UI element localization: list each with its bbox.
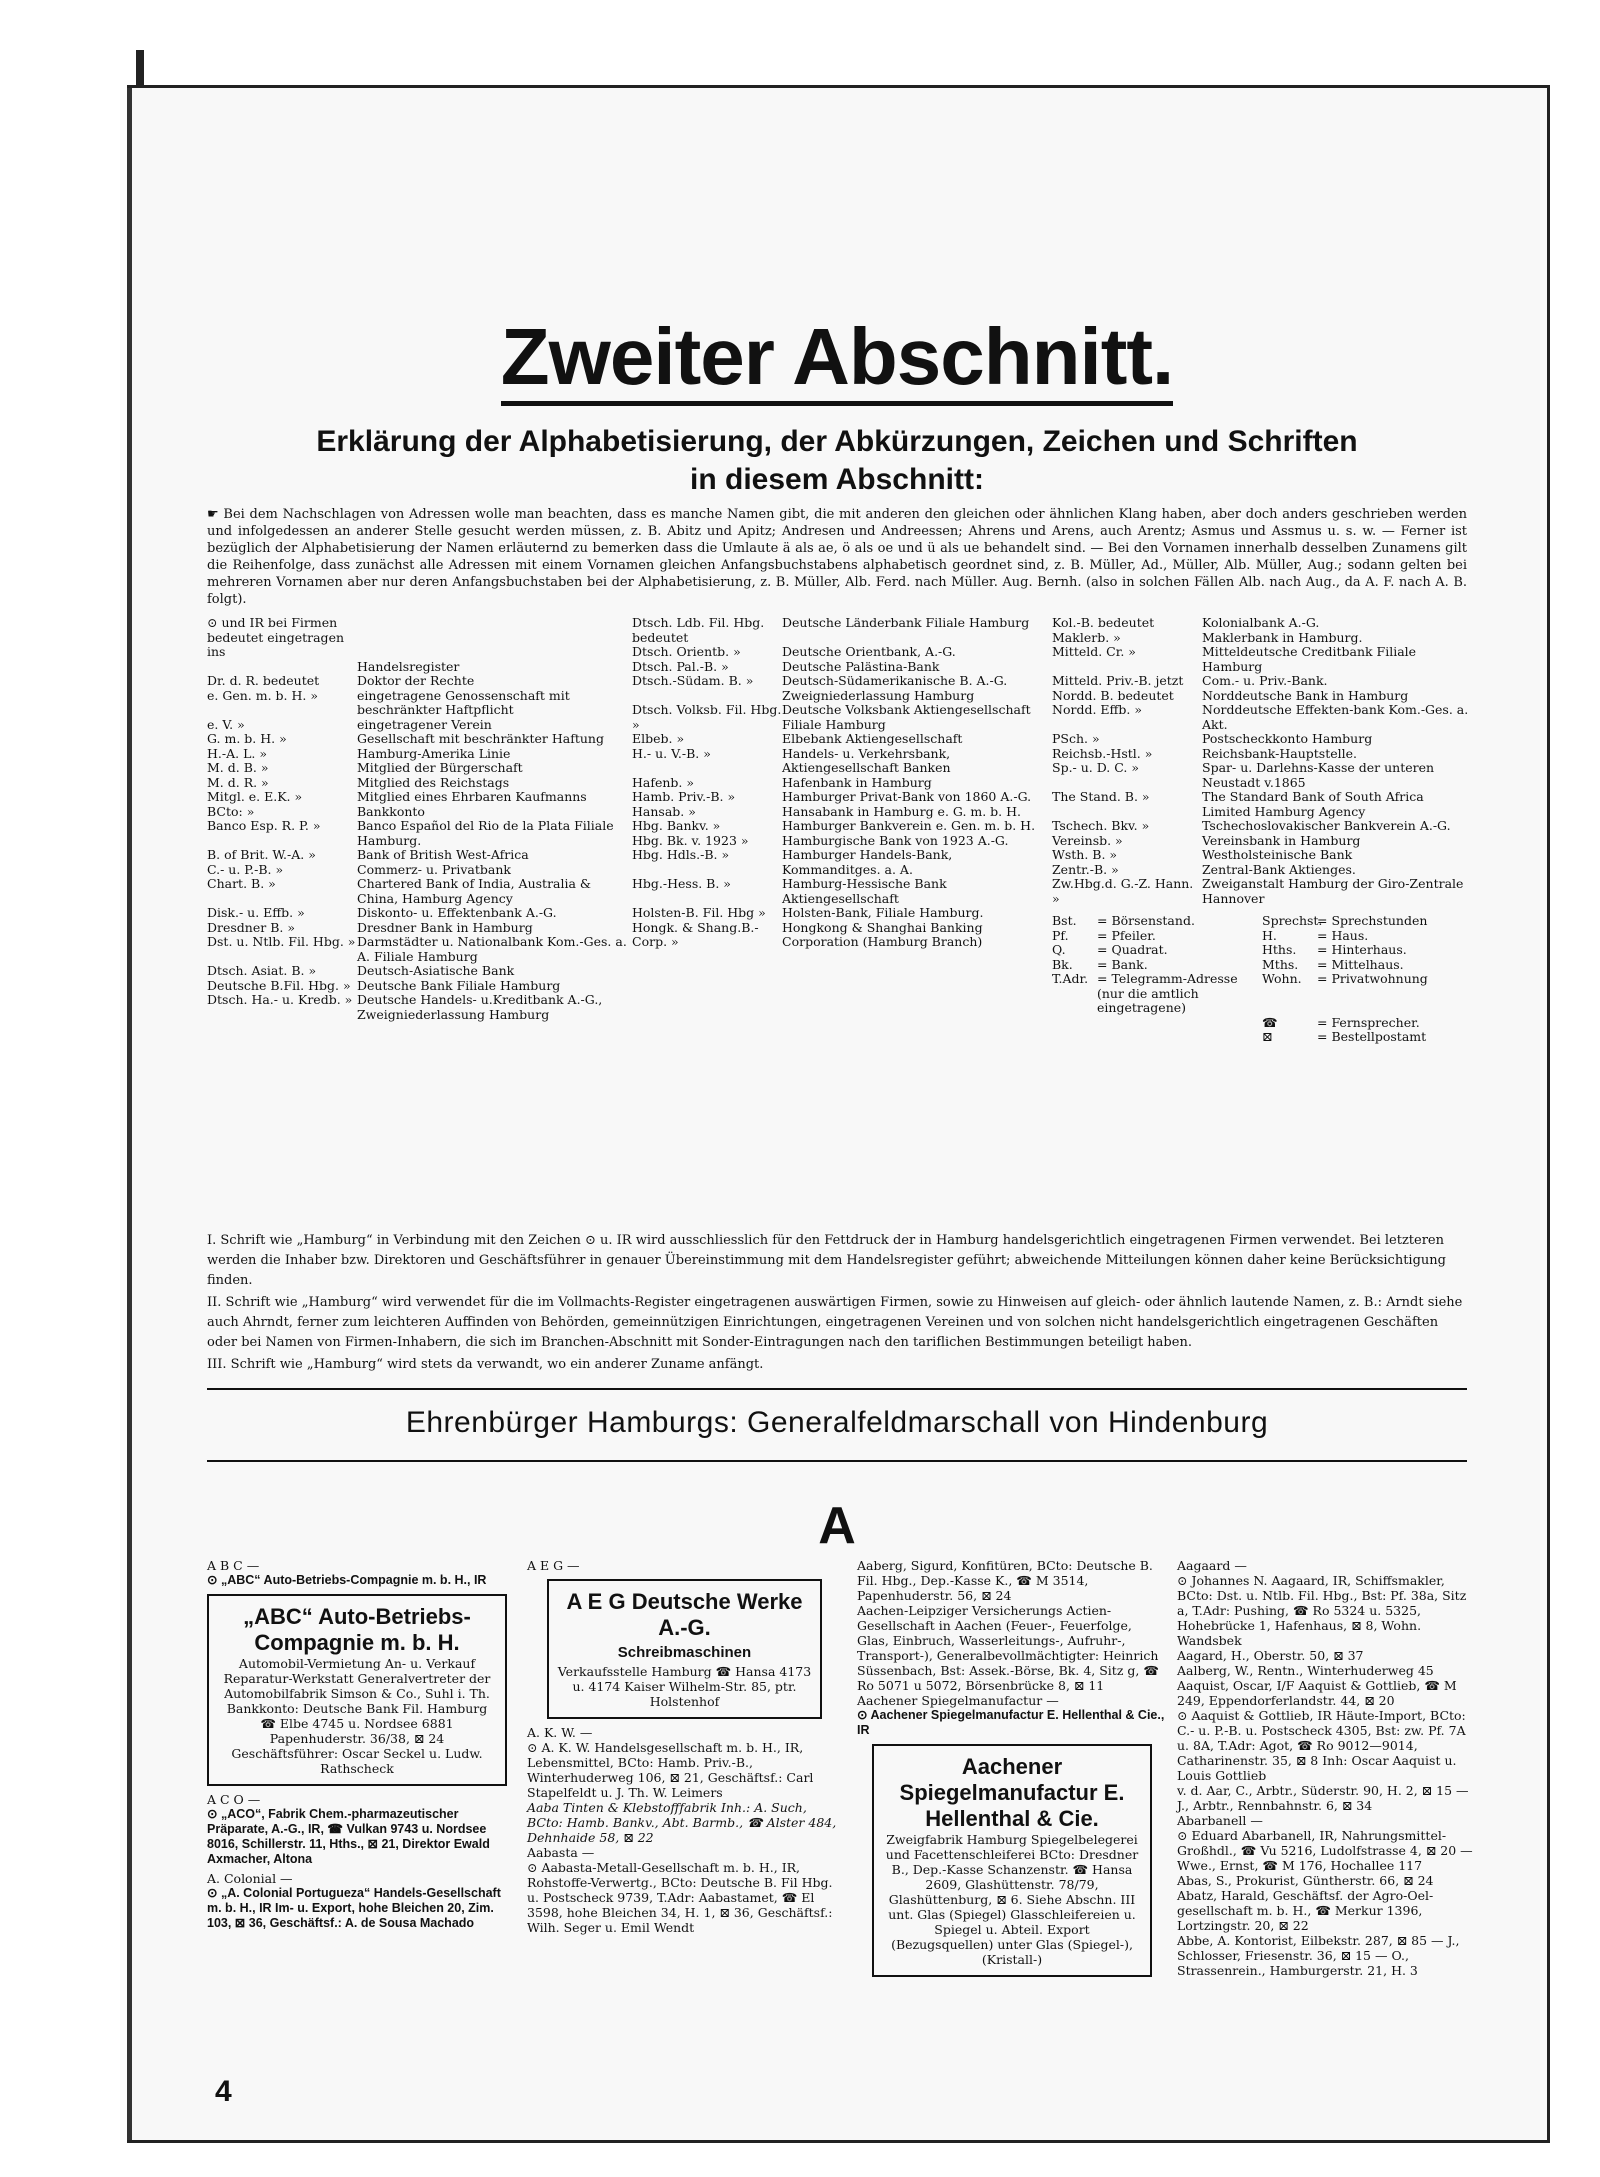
sign-a bbox=[1052, 1016, 1097, 1031]
abbreviation-key: H.- u. V.-B. » bbox=[632, 745, 711, 761]
abbreviation-key: Mitgl. e. E.K. » bbox=[207, 789, 303, 804]
abbreviation-row bbox=[632, 616, 1042, 645]
list-item: Aagard, H., Oberstr. 50, ⊠ 37 bbox=[1177, 1648, 1364, 1663]
abbreviation-row bbox=[207, 964, 627, 979]
abbreviation-meaning: Zweiganstalt Hamburg der Giro-Zentrale Hannover bbox=[1202, 876, 1464, 906]
abbreviation-row bbox=[632, 790, 1042, 805]
sign-d: = Mittelhaus. bbox=[1317, 956, 1404, 972]
abbreviation-row bbox=[1052, 645, 1472, 674]
abbreviation-row bbox=[207, 805, 627, 820]
abbreviation-row bbox=[632, 674, 1042, 703]
abbreviation-key: Dresdner B. » bbox=[207, 919, 295, 935]
list-item: v. d. Aar, C., Arbtr., Süderstr. 90, H. 2, ⊠ 15 — J., Arbtr., Rennbahnstr. 6, ⊠ 34 bbox=[1177, 1783, 1469, 1813]
abbreviation-row bbox=[632, 906, 1042, 921]
sign-d: = Haus. bbox=[1317, 927, 1369, 943]
list-item: Aaba Tinten & Klebstofffabrik Inh.: A. Such, BCto: Hamb. Bankv., Abt. Barmb., ☎ Alster 484, Dehnhaide 58, ⊠ 22 bbox=[527, 1800, 837, 1845]
abbreviation-key: Dtsch. Volksb. Fil. Hbg. » bbox=[632, 702, 782, 732]
abbreviation-key: Nordd. Effb. » bbox=[1052, 702, 1142, 717]
abbreviation-key: Zentr.-B. » bbox=[1052, 861, 1119, 877]
abbreviation-row bbox=[1052, 819, 1472, 834]
abbreviation-meaning: Deutsche Palästina-Bank bbox=[782, 658, 940, 674]
abbreviation-meaning: Mitglied eines Ehrbaren Kaufmanns bbox=[357, 789, 587, 804]
abbreviation-key: Hbg. Hdls.-B. » bbox=[632, 847, 730, 862]
abbreviation-key: Wsth. B. » bbox=[1052, 847, 1118, 862]
abbreviation-key: M. d. B. » bbox=[207, 760, 269, 775]
abbreviation-meaning: Hamburgische Bank von 1923 A.-G. bbox=[782, 832, 1009, 848]
entries-column-3 bbox=[857, 1558, 1167, 1983]
section-title-text: Zweiter Abschnitt. bbox=[501, 312, 1173, 406]
abbreviation-meaning: Vereinsbank in Hamburg bbox=[1202, 832, 1361, 848]
sign-b bbox=[1097, 1030, 1262, 1045]
ad-title: Aachener Spiegelmanufactur E. Hellenthal & Cie. bbox=[899, 1754, 1125, 1831]
abbreviation-row bbox=[207, 790, 627, 805]
sign-a: Q. bbox=[1052, 942, 1066, 957]
list-item: Abas, S., Prokurist, Güntherstr. 66, ⊠ 24 bbox=[1177, 1873, 1434, 1888]
sign-b bbox=[1097, 1016, 1262, 1031]
abbreviation-meaning: Commerz- u. Privatbank bbox=[357, 861, 511, 877]
abbreviation-meaning: Banco Español del Rio de la Plata Filiale Hamburg. bbox=[357, 818, 614, 848]
abbreviation-meaning: Maklerbank in Hamburg. bbox=[1202, 629, 1363, 645]
abbreviation-key: Hamb. Priv.-B. » bbox=[632, 789, 736, 804]
abbreviation-row bbox=[1052, 616, 1472, 631]
ad-title: A E G Deutsche Werke A.-G. bbox=[566, 1589, 803, 1640]
abbreviation-key: Sp.- u. D. C. » bbox=[1052, 760, 1139, 775]
abbreviation-meaning bbox=[357, 616, 627, 660]
sign-b: = Quadrat. bbox=[1097, 942, 1168, 957]
directory-page bbox=[127, 85, 1550, 2143]
abbreviation-row bbox=[207, 732, 627, 747]
list-item: Abatz, Harald, Geschäftsf. der Agro-Oel-gesellschaft m. b. H., ☎ Merkur 1396, Lortzingstr. 20, ⊠ 22 bbox=[1177, 1888, 1434, 1933]
abbreviation-meaning: Elbebank Aktiengesellschaft bbox=[782, 731, 963, 746]
sign-a: Bk. bbox=[1052, 956, 1073, 972]
entry-heading: Aagaard — bbox=[1177, 1558, 1247, 1573]
abbreviation-meaning: Tschechoslovakischer Bankverein A.-G. bbox=[1202, 818, 1451, 833]
abbreviation-meaning: Spar- u. Darlehns-Kasse der unteren Neustadt v.1865 bbox=[1202, 760, 1435, 790]
abbreviation-row bbox=[207, 674, 627, 689]
abbreviation-key: Chart. B. » bbox=[207, 876, 276, 891]
sign-row bbox=[1052, 1030, 1472, 1045]
abbreviation-row bbox=[207, 819, 627, 848]
abbreviation-meaning: Deutsche Orientbank, A.-G. bbox=[782, 644, 956, 659]
abbreviation-meaning: Deutsche Volksbank Aktiengesellschaft Filiale Hamburg bbox=[782, 702, 1031, 732]
abbreviation-meaning: Hamburg-Hessische Bank Aktiengesellschaft bbox=[782, 876, 947, 906]
abbreviation-meaning: Doktor der Rechte bbox=[357, 673, 475, 688]
abbreviation-row bbox=[207, 689, 627, 718]
abbreviation-row bbox=[632, 819, 1042, 834]
rule-3: III. Schrift wie „Hamburg“ wird stets da verwandt, wo ein anderer Zuname anfängt. bbox=[207, 1357, 764, 1372]
abbreviation-key: Dtsch. Pal.-B. » bbox=[632, 658, 729, 674]
abbreviation-key: B. of Brit. W.-A. » bbox=[207, 847, 316, 862]
abbreviation-key: Dtsch. Asiat. B. » bbox=[207, 963, 317, 978]
abbreviation-row bbox=[632, 805, 1042, 820]
abbreviation-row bbox=[1052, 747, 1472, 762]
list-item: ⊙ Johannes N. Aagaard, IR, Schiffsmakler, BCto: Dst. u. Ntlb. Fil. Hbg., Bst: Pf. 38a, Sitz a, T.Adr: Pushing, ☎ Ro 5324 u. 5325, Hohebrücke 1, Hafenhaus, ⊠ 8, Wohn. Wandsbek bbox=[1177, 1573, 1467, 1648]
abbreviation-row bbox=[632, 921, 1042, 950]
sign-c: Mths. bbox=[1262, 956, 1299, 972]
sign-row bbox=[1052, 943, 1472, 958]
sign-c: Wohn. bbox=[1262, 971, 1302, 986]
divider-top bbox=[207, 1388, 1467, 1390]
abbreviation-row bbox=[207, 718, 627, 733]
abbreviation-meaning: Deutsche Länderbank Filiale Hamburg bbox=[782, 615, 1030, 630]
entries-column-4 bbox=[1177, 1558, 1477, 1978]
abbreviation-meaning: Norddeutsche Effekten-bank Kom.-Ges. a. Akt. bbox=[1202, 702, 1469, 732]
subtitle-line-2: in diesem Abschnitt: bbox=[690, 463, 984, 496]
abbreviation-key: BCto: » bbox=[207, 803, 255, 819]
abbreviation-key: C.- u. P.-B. » bbox=[207, 861, 284, 877]
entry-heading: Aabasta — bbox=[527, 1845, 595, 1860]
abbreviation-meaning: Diskonto- u. Effektenbank A.-G. bbox=[357, 905, 557, 920]
abbreviation-row bbox=[1052, 790, 1472, 819]
abbreviation-row bbox=[207, 848, 627, 863]
abbreviation-meaning: Deutsche Bank Filiale Hamburg bbox=[357, 977, 561, 993]
abbreviation-row bbox=[632, 834, 1042, 849]
pointing-hand-icon: ☛ bbox=[207, 507, 224, 522]
entry-heading: Aachener Spiegelmanufactur — bbox=[857, 1693, 1059, 1708]
sign-row bbox=[1052, 972, 1472, 1016]
abbreviation-row bbox=[207, 935, 627, 964]
abbreviation-row bbox=[1052, 674, 1472, 689]
abbreviation-key: PSch. » bbox=[1052, 731, 1100, 746]
abbreviation-key: M. d. R. » bbox=[207, 774, 269, 790]
abbreviation-meaning: The Standard Bank of South Africa Limited Hamburg Agency bbox=[1202, 789, 1424, 819]
abbreviation-meaning: Mitglied des Reichstags bbox=[357, 774, 510, 790]
abbreviation-row bbox=[207, 993, 627, 1022]
abbreviation-row bbox=[207, 979, 627, 994]
abbreviation-key: ⊙ und IR bei Firmen bedeutet eingetragen ins bbox=[207, 615, 345, 659]
abbreviation-meaning: Deutsch-Südamerikanische B. A.-G. Zweigniederlassung Hamburg bbox=[782, 673, 1008, 703]
sign-a: T.Adr. bbox=[1052, 971, 1089, 986]
entry-heading: Abarbanell — bbox=[1177, 1813, 1263, 1828]
sign-row bbox=[1052, 929, 1472, 944]
list-item: ⊙ A. K. W. Handelsgesellschaft m. b. H., IR, Lebensmittel, BCto: Hamb. Priv.-B., Winterhuderweg 106, ⊠ 21, Geschäftsf.: Carl Stapelfeldt u. J. Th. W. Leimers bbox=[527, 1740, 814, 1800]
abbreviation-row bbox=[1052, 761, 1472, 790]
sign-row bbox=[1052, 1016, 1472, 1031]
rule-2: II. Schrift wie „Hamburg“ wird verwendet für die im Vollmachts-Register eingetragenen auswärtigen Firmen, sowie zu Hinweisen auf gleich- oder ähnlich lautende Namen, z. B.: Arndt siehe auch Ahrndt, ferner zum leichteren Auffinden von Behörden, gemeinnützigen Einrichtungen, eingetragenen Vereinen und von solchen nicht handelsgerichtlich eingetragenen Geschäften oder bei Namen von Firmen-Inhabern, die sich im Branchen-Abschnitt mit Sonder-Eintragungen nach den tariflichen Bestimmungen beteiligt haben. bbox=[207, 1295, 1463, 1350]
advertisement-abc bbox=[207, 1594, 507, 1786]
sign-c: Sprechst. bbox=[1262, 913, 1323, 928]
abbreviation-key: G. m. b. H. » bbox=[207, 731, 287, 746]
sign-c: ☎ bbox=[1262, 1014, 1278, 1030]
abbreviation-meaning: Gesellschaft mit beschränkter Haftung bbox=[357, 731, 604, 746]
abbreviation-meaning: Handelsregister bbox=[357, 658, 460, 674]
section-subtitle bbox=[127, 423, 1547, 499]
abbreviation-meaning: Hamburger Privat-Bank von 1860 A.-G. bbox=[782, 789, 1032, 804]
abbreviation-row bbox=[207, 906, 627, 921]
abbreviation-key: The Stand. B. » bbox=[1052, 789, 1150, 804]
abbreviation-row bbox=[632, 732, 1042, 747]
abbreviation-key: Hbg.-Hess. B. » bbox=[632, 876, 731, 891]
ad-body: Automobil-Vermietung An- u. Verkauf Reparatur-Werkstatt Generalvertreter der Automobilfabrik Simson & Co., Suhl i. Th. Bankkonto: Deutsche Bank Fil. Hamburg ☎ Elbe 4745 u. Nordsee 6881 Papenhuderstr. 36/38, ⊠ 24 Geschäftsführer: Oscar Seckel u. Ludw. Rathscheck bbox=[223, 1656, 491, 1776]
sign-row bbox=[1052, 914, 1472, 929]
abbreviation-row bbox=[632, 877, 1042, 906]
ad-title: „ABC“ Auto-Betriebs-Compagnie m. b. H. bbox=[243, 1604, 471, 1655]
list-item: ⊙ Aachener Spiegelmanufactur E. Hellenthal & Cie., IR bbox=[857, 1708, 1165, 1737]
abbreviation-key: Tschech. Bkv. » bbox=[1052, 818, 1150, 833]
abbreviation-meaning: Hafenbank in Hamburg bbox=[782, 774, 932, 790]
sign-a: Pf. bbox=[1052, 927, 1069, 943]
abbreviation-row bbox=[1052, 732, 1472, 747]
abbreviation-row bbox=[632, 848, 1042, 877]
abbreviation-meaning: eingetragene Genossenschaft mit beschränkter Haftpflicht bbox=[357, 687, 570, 717]
section-title bbox=[127, 311, 1547, 403]
abbreviation-meaning: Mitglied der Bürgerschaft bbox=[357, 760, 523, 775]
sign-b: = Pfeiler. bbox=[1097, 927, 1156, 943]
list-item: ⊙ „ABC“ Auto-Betriebs-Compagnie m. b. H., IR bbox=[207, 1573, 487, 1587]
abbreviation-meaning: Bankkonto bbox=[357, 803, 425, 819]
abbreviation-key: Vereinsb. » bbox=[1052, 832, 1123, 848]
abbreviation-key: Disk.- u. Effb. » bbox=[207, 905, 305, 920]
abbreviation-meaning: Holsten-Bank, Filiale Hamburg. bbox=[782, 905, 984, 920]
sign-c: Hths. bbox=[1262, 942, 1297, 957]
abbreviation-key: Dtsch.-Südam. B. » bbox=[632, 673, 754, 688]
abbreviation-column-2 bbox=[632, 616, 1042, 950]
page-number: 4 bbox=[215, 2075, 232, 2108]
rule-1: I. Schrift wie „Hamburg“ in Verbindung mit den Zeichen ⊙ u. IR wird ausschliesslich für den Fettdruck der in Hamburg handelsgerichtlich eingetragenen Firmen verwendet. Bei letzteren werden die Inhaber bzw. Direktoren und Geschäftsführer in genauer Übereinstimmung mit dem Handelsregister geführt; abweichende Mitteilungen können daher keine Berücksichtigung finden. bbox=[207, 1233, 1446, 1288]
abbreviation-row bbox=[1052, 848, 1472, 863]
list-item: Aaquist, Oscar, I/F Aaquist & Gottlieb, ☎ M 249, Eppendorferlandstr. 44, ⊠ 20 bbox=[1177, 1678, 1457, 1708]
abbreviation-row bbox=[1052, 631, 1472, 646]
sign-row bbox=[1052, 958, 1472, 973]
ad-body: Zweigfabrik Hamburg Spiegelbelegerei und Facettenschleiferei BCto: Dresdner B., Dep.-Kasse Schanzenstr. ☎ Hansa 2609, Glashüttenstr. 78/79, Glashüttenburg, ⊠ 6. Siehe Abschn. III unt. Glas (Spiegel) Glasschleifereien u. Spiegel u. Abteil. Export (Bezugsquellen) unter Glas (Spiegel-), (Kristall-) bbox=[885, 1832, 1139, 1967]
abbreviation-meaning: Deutsche Handels- u.Kreditbank A.-G., Zweigniederlassung Hamburg bbox=[357, 992, 603, 1022]
abbreviation-meaning: Postscheckkonto Hamburg bbox=[1202, 731, 1373, 746]
abbreviation-meaning: Hongkong & Shanghai Banking Corporation (Hamburg Branch) bbox=[782, 919, 983, 949]
abbreviation-row bbox=[1052, 834, 1472, 849]
abbreviation-key: Hafenb. » bbox=[632, 774, 695, 790]
letter-heading: A bbox=[818, 1497, 856, 1555]
abbreviation-row bbox=[207, 921, 627, 936]
abbreviation-meaning: Dresdner Bank in Hamburg bbox=[357, 919, 533, 935]
abbreviation-row bbox=[1052, 703, 1472, 732]
abbreviation-column-3 bbox=[1052, 616, 1472, 1045]
honorary-citizen-line: Ehrenbürger Hamburgs: Generalfeldmarschall von Hindenburg bbox=[405, 1406, 1269, 1439]
sign-c: H. bbox=[1262, 927, 1277, 943]
abbreviation-meaning: Zentral-Bank Aktienges. bbox=[1202, 861, 1356, 877]
abbreviation-row bbox=[207, 747, 627, 762]
abbreviation-key: Hongk. & Shang.B.-Corp. » bbox=[632, 919, 759, 949]
abbreviation-key: Zw.Hbg.d. G.-Z. Hann. » bbox=[1052, 876, 1194, 906]
typeface-rules bbox=[207, 1231, 1467, 1377]
abbreviation-meaning: Hamburger Handels-Bank, Kommanditges. a. A. bbox=[782, 847, 953, 877]
abbreviation-row bbox=[207, 616, 627, 660]
entries-column-1 bbox=[207, 1558, 507, 1931]
list-item: ⊙ „ACO“, Fabrik Chem.-pharmazeutischer Präparate, A.-G., IR, ☎ Vulkan 9743 u. Nordsee 8016, Schillerstr. 11, Hths., ⊠ 21, Direktor Ewald Axmacher, Altona bbox=[207, 1807, 490, 1866]
list-item: ⊙ Eduard Abarbanell, IR, Nahrungsmittel-Großhdl., ☎ Vu 5216, Ludolfstrasse 4, ⊠ 20 — Wwe., Ernst, ☎ M 176, Hochallee 117 bbox=[1177, 1828, 1473, 1873]
list-item: ⊙ Aaquist & Gottlieb, IR Häute-Import, BCto: C.- u. P.-B. u. Postscheck 4305, Bst: zw. Pf. 7A u. 8A, T.Adr: Agot, ☎ Ro 9012—9014, Catharinenstr. 35, ⊠ 8 Inh: Oscar Aaquist u. Louis Gottlieb bbox=[1177, 1708, 1466, 1783]
abbreviation-meaning: Deutsch-Asiatische Bank bbox=[357, 963, 515, 978]
abbreviation-row bbox=[207, 761, 627, 776]
abbreviation-key: Nordd. B. bedeutet bbox=[1052, 687, 1174, 703]
list-item: Abbe, A. Kontorist, Eilbekstr. 287, ⊠ 85 — J., Schlosser, Friesenstr. 36, ⊠ 15 — O., Strassenrein., Hamburgerstr. 21, H. 3 bbox=[1177, 1933, 1460, 1978]
abbreviation-meaning: Norddeutsche Bank in Hamburg bbox=[1202, 687, 1409, 703]
abbreviation-row bbox=[207, 863, 627, 878]
abbreviation-key: Hbg. Bk. v. 1923 » bbox=[632, 832, 749, 848]
abbreviation-meaning: Reichsbank-Hauptstelle. bbox=[1202, 745, 1357, 761]
abbreviation-meaning: Kolonialbank A.-G. bbox=[1202, 615, 1320, 630]
abbreviation-row bbox=[632, 660, 1042, 675]
abbreviation-key: Reichsb.-Hstl. » bbox=[1052, 745, 1153, 761]
list-item: ⊙ Aabasta-Metall-Gesellschaft m. b. H., IR, Rohstoffe-Verwertg., BCto: Deutsche B. Fil Hbg. u. Postscheck 9739, T.Adr: Aabastamet, ☎ El 3598, hohe Bleichen 34, H. 1, ⊠ 36, Geschäftsf.: Wilh. Seger u. Emil Wendt bbox=[527, 1860, 833, 1935]
abbreviation-key: Holsten-B. Fil. Hbg » bbox=[632, 905, 766, 920]
abbreviation-key: Kol.-B. bedeutet bbox=[1052, 615, 1155, 630]
sign-d: = Bestellpostamt bbox=[1317, 1029, 1427, 1044]
abbreviation-row bbox=[207, 877, 627, 906]
abbreviation-meaning: Hansabank in Hamburg e. G. m. b. H. bbox=[782, 803, 1022, 819]
list-item: Aaberg, Sigurd, Konfitüren, BCto: Deutsche B. Fil. Hbg., Dep.-Kasse K., ☎ M 3514, Papenhuderstr. 56, ⊠ 24 bbox=[857, 1558, 1153, 1603]
abbreviation-meaning: Bank of British West-Africa bbox=[357, 847, 529, 862]
abbreviation-row bbox=[632, 776, 1042, 791]
sign-c: ⊠ bbox=[1262, 1029, 1273, 1044]
sign-d: = Privatwohnung bbox=[1317, 971, 1428, 986]
sign-a bbox=[1052, 1030, 1097, 1045]
abbreviation-meaning: eingetragener Verein bbox=[357, 716, 492, 732]
abbreviation-meaning: Handels- u. Verkehrsbank, Aktiengesellschaft Banken bbox=[782, 745, 951, 775]
abbreviation-meaning: Mitteldeutsche Creditbank Filiale Hamburg bbox=[1202, 644, 1417, 674]
abbreviation-row bbox=[207, 776, 627, 791]
abbreviation-key: Banco Esp. R. P. » bbox=[207, 818, 321, 833]
abbreviation-key: Dtsch. Ldb. Fil. Hbg. bedeutet bbox=[632, 615, 765, 645]
abbreviation-key: H.-A. L. » bbox=[207, 745, 267, 761]
abbreviation-row bbox=[1052, 689, 1472, 704]
abbreviation-key: Mitteld. Priv.-B. jetzt bbox=[1052, 673, 1184, 688]
list-item: ⊙ „A. Colonial Portugueza“ Handels-Gesellschaft m. b. H., IR Im- u. Export, hohe Bleichen 20, Zim. 103, ⊠ 36, Geschäftsf.: A. de Sousa Machado bbox=[207, 1886, 501, 1930]
abbreviation-key: Deutsche B.Fil. Hbg. » bbox=[207, 977, 351, 993]
abbreviation-row bbox=[632, 703, 1042, 732]
entries-column-2 bbox=[527, 1558, 842, 1935]
sign-b: = Börsenstand. bbox=[1097, 913, 1195, 928]
abbreviation-key: Maklerb. » bbox=[1052, 629, 1121, 645]
abbreviation-key bbox=[207, 660, 357, 675]
abbreviation-row bbox=[1052, 877, 1472, 906]
abbreviation-key: Dst. u. Ntlb. Fil. Hbg. » bbox=[207, 934, 356, 949]
abbreviation-key: Hbg. Bankv. » bbox=[632, 818, 721, 833]
ad-subtitle: Schreibmaschinen bbox=[617, 1644, 752, 1661]
abbreviation-key: Dtsch. Ha.- u. Kredb. » bbox=[207, 992, 353, 1007]
sign-a: Bst. bbox=[1052, 913, 1077, 928]
abbreviation-meaning: Chartered Bank of India, Australia & China, Hamburg Agency bbox=[357, 876, 592, 906]
entry-heading: A B C — bbox=[207, 1558, 260, 1573]
intro-text: Bei dem Nachschlagen von Adressen wolle man beachten, dass es manche Namen gibt, die mit anderen den gleichen oder ähnlichen Klang haben, aber doch anders geschrieben werden und infolgedessen an anderer Stelle gesucht werden müssen, z. B. Abitz und Apitz; Andresen und Andreessen; Ahrens und Arens, auch Arentz; Asmus und Assmus u. s. w. — Ferner ist bezüglich der Alphabetisierung der Namen erläuternd zu bemerken dass die Umlaute ä als ae, ö als oe und ü als ue behandelt sind. — Bei den Vornamen innerhalb desselben Zunamens gilt die Reihenfolge, dass zunächst alle Adressen mit einem Vornamen gleichen Anfangsbuchstabens alphabetisch geordnet sind, z. B. Müller, Ad., Müller, Alb. Müller, Aug.; sodann gelten bei mehreren Vornamen aber nur deren Anfangsbuchstaben bei der Alphabetisierung, z. B. Müller, Alb. Ferd. nach Müller. Aug. Bernh. (also in solchen Fällen Alb. nach Aug., da A. F. nach A. B. folgt). bbox=[207, 507, 1467, 607]
subtitle-line-1: Erklärung der Alphabetisierung, der Abkürzungen, Zeichen und Schriften bbox=[316, 425, 1358, 458]
advertisement-spiegelmanufactur bbox=[872, 1744, 1152, 1977]
sign-b: = Bank. bbox=[1097, 956, 1148, 972]
ad-body: Verkaufsstelle Hamburg ☎ Hansa 4173 u. 4174 Kaiser Wilhelm-Str. 85, ptr. Holstenhof bbox=[557, 1664, 812, 1709]
abbreviation-key: Mitteld. Cr. » bbox=[1052, 644, 1136, 659]
abbreviation-key: Elbeb. » bbox=[632, 731, 685, 746]
advertisement-aeg bbox=[547, 1579, 822, 1719]
abbreviation-meaning: Darmstädter u. Nationalbank Kom.-Ges. a. A. Filiale Hamburg bbox=[357, 934, 627, 964]
sign-d: = Fernsprecher. bbox=[1317, 1014, 1420, 1030]
divider-bottom bbox=[207, 1460, 1467, 1462]
abbreviation-key: e. V. » bbox=[207, 716, 245, 732]
abbreviation-key: Dtsch. Orientb. » bbox=[632, 644, 741, 659]
abbreviation-row bbox=[632, 747, 1042, 776]
abbreviation-key: e. Gen. m. b. H. » bbox=[207, 687, 318, 703]
abbreviation-meaning: Hamburg-Amerika Linie bbox=[357, 745, 511, 761]
entry-heading: A. K. W. — bbox=[527, 1725, 593, 1740]
abbreviation-key: Dr. d. R. bedeutet bbox=[207, 673, 320, 688]
entry-heading: A E G — bbox=[527, 1558, 580, 1573]
sign-b: = Telegramm-Adresse (nur die amtlich eingetragene) bbox=[1097, 971, 1238, 1015]
abbreviation-meaning: Westholsteinische Bank bbox=[1202, 847, 1353, 862]
abbreviation-key: Hansab. » bbox=[632, 803, 696, 819]
sign-d: = Hinterhaus. bbox=[1317, 942, 1407, 957]
abbreviation-meaning: Com.- u. Priv.-Bank. bbox=[1202, 673, 1328, 688]
entry-heading: A. Colonial — bbox=[207, 1871, 293, 1886]
entry-heading: A C O — bbox=[207, 1792, 261, 1807]
intro-paragraph bbox=[207, 506, 1467, 608]
list-item: Aachen-Leipziger Versicherungs Actien-Gesellschaft in Aachen (Feuer-, Feuerfolge, Glas, Einbruch, Wasserleitungs-, Aufruhr-, Transport-), Generalbevollmächtigter: Heinrich Süssenbach, Bst: Assek.-Börse, Bk. 4, Sitz g, ☎ Ro 5071 u 5072, Börsenbrücke 8, ⊠ 11 bbox=[857, 1603, 1159, 1693]
sign-d: = Sprechstunden bbox=[1317, 913, 1428, 928]
abbreviation-row bbox=[1052, 863, 1472, 878]
abbreviation-row bbox=[207, 660, 627, 675]
abbreviation-meaning: Hamburger Bankverein e. Gen. m. b. H. bbox=[782, 818, 1036, 833]
list-item: Aalberg, W., Rentn., Winterhuderweg 45 bbox=[1177, 1663, 1434, 1678]
abbreviation-column-1 bbox=[207, 616, 627, 1022]
abbreviation-row bbox=[632, 645, 1042, 660]
